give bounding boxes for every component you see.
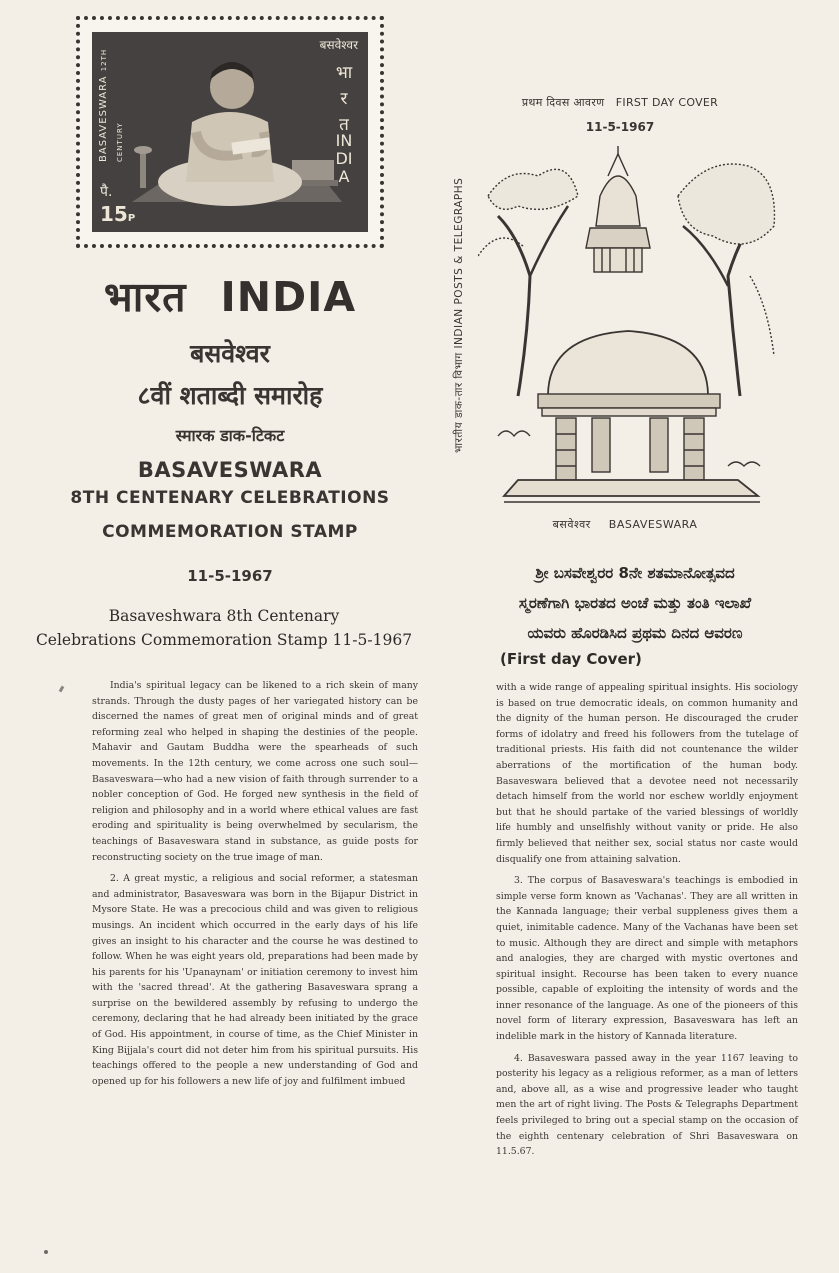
subtitle-line-1: Basaveshwara 8th Centenary: [108, 607, 340, 625]
fdc-caption-hindi: बसवेश्वर: [552, 518, 591, 531]
stamp-bharat-letter: भा: [335, 63, 353, 83]
subtitle: [14, 604, 434, 652]
stamp-pai-label: पै.: [100, 184, 113, 200]
body-paragraph: 2. A great mystic, a religious and social reformer, a statesman and administrator, Basaveswara was born in the Bijapur District in Mysore State. He was a precocious child and was given to religious musings. An incident which occurred in the early days of his life gives an insight to his character and the course he was destined to follow. When he was eight years old, preparations had been made by his parents for his 'Upanaynam' or initiation ceremony to invest him with the 'sacred thread'. At the gathering Basaveswara sprang a surprise on the bewildered assembly by refusing to undergo the ceremony, declaring that he had already been initiated by the grace of God. His appointment, in course of time, as the Chief Minister in King Bijjala's court did not deter him from his spiritual pursuits. His teachings offered to the people a new understanding of God and opened up for his followers a new life of joy and fulfilment imbued: [92, 873, 418, 1087]
fdc-header: [470, 95, 770, 110]
stamp-value-number: 15: [100, 202, 128, 226]
stamp-vertical-century: 12TH CENTURY: [100, 48, 124, 162]
title-stamp-hindi: स्मारक डाक-टिकट: [175, 426, 285, 445]
subtitle-line-2: Celebrations Commemoration Stamp 11-5-1967: [35, 631, 413, 649]
title-issue-date: 11-5-1967: [187, 567, 273, 585]
stamp-vertical-caption: [96, 42, 124, 162]
fdc-caption: [470, 517, 780, 532]
body-right-column: [496, 680, 798, 1166]
kannada-heading: [470, 558, 800, 648]
title-bharat-india: [0, 268, 460, 324]
kannada-line-1: ಶ್ರೀ ಬಸವೇಶ್ವರರ 8ನೇ ಶತಮಾನೋತ್ಸವದ: [535, 564, 735, 582]
stamp-hindi-name: बसवेश्वर: [319, 38, 358, 52]
body-paragraph: 4. Basaveswara passed away in the year 1167 leaving to posterity his legacy as a religious reformer, as a man of letters and, above all, as a wise and progressive leader who taught men the art of right living. The Posts & Telegraphs Department feels privileged to bring out a special stamp on the occasion of the eighth centenary celebration of Shri Basaveswara on 11.5.67.: [496, 1052, 798, 1158]
title-india: INDIA: [220, 273, 357, 321]
kannada-line-3: ಯವರು ಹೊರಡಿಸಿದ ಪ್ರಥಮ ದಿನದ ಆವರಣ: [527, 624, 743, 642]
title-basaveshwar-hindi: बसवेश्वर: [190, 339, 270, 368]
body-paragraph: India's spiritual legacy can be likened to a rich skein of many strands. Through the dusty pages of her variegated history can be discerned the names of great men of original minds and of great reforming zeal who helped in shaping the destinies of the people. Mahavir and Gautam Buddha were the spearheads of such movements. In the 12th century, we come across one such soul—Basaveswara—who had a new vision of faith through surrender to a nobler conception of God. He forged new synthesis in the field of religion and philosophy and in a world where ethical values are fast eroding and spirituality is being overwhelmed by secularism, the teachings of Basaveswara stand in substance, as guide posts for reconstructing society on the true image of man.: [92, 680, 418, 863]
fdc-english-label: (First day Cover): [500, 650, 642, 668]
stamp-value-suffix: P: [127, 213, 136, 224]
title-basaveswara: BASAVESWARA: [137, 458, 323, 482]
stamp-bharat-vertical: [334, 60, 354, 138]
paper-mark: [44, 1250, 48, 1254]
paper-mark: [59, 686, 65, 693]
stamp-denomination: [100, 202, 135, 226]
stamp-vertical-name: BASAVESWARA: [98, 75, 109, 162]
postage-stamp: [76, 16, 384, 248]
stamp-india-vertical: INDIA: [335, 131, 353, 186]
title-bharat: भारत: [103, 273, 187, 321]
stamp-bharat-letter: र: [340, 89, 348, 109]
fdc-header-english: FIRST DAY COVER: [615, 96, 719, 109]
stamp-image: [92, 32, 368, 232]
fdc-header-hindi: प्रथम दिवस आवरण: [521, 96, 605, 109]
fdc-date: 11-5-1967: [585, 120, 655, 134]
title-centenary-english: 8TH CENTENARY CELEBRATIONS: [70, 488, 390, 508]
fdc-illustration: [478, 136, 778, 508]
body-paragraph: 3. The corpus of Basaveswara's teachings is embodied in simple verse form known as 'Vachanas'. They are all written in the Kannada language; their verbal suppleness gives them a quiet, inimitable cadence. Many of the Vachanas have been set to music. Although they are direct and simple with metaphors and analogies, they are charged with mystic overtones and spiritual insight. Recourse has been taken to every nuance possible, capable of exploiting the intensity of words and the inner resonance of the language. As one of the pioneers of this novel form of literary expression, Basaveswara has left an indelible mark in the history of Kannada literature.: [496, 875, 798, 1043]
kannada-line-2: ಸ್ಮರಣೆಗಾಗಿ ಭಾರತದ ಅಂಚೆ ಮತ್ತು ತಂತಿ ಇಲಾಖೆ: [518, 594, 752, 612]
fdc-vertical-text: भारतीय डाक-तार विभाग INDIAN POSTS & TELEGRAPHS: [453, 177, 465, 453]
body-left-column: [92, 678, 418, 1095]
title-centenary-hindi: ८वीं शताब्दी समारोह: [137, 381, 323, 410]
body-paragraph: with a wide range of appealing spiritual insights. His sociology is based on true democratic ideals, on common humanity and the dignity of the human person. He discouraged the cruder forms of idolatry and freed his followers from the tutelage of traditional priests. His faith did not countenance the wilder aberrations of the mortification of the human body. Basaveswara believed that a devotee need not necessarily detach himself from the world nor eschew worldly enjoyment but that he should partake of the varied blessings of worldly life humbly and unselfishly without vanity or pride. He also firmly believed that neither sex, social status nor caste would disqualify one from attaining salvation.: [496, 682, 798, 865]
fdc-caption-english: BASAVESWARA: [608, 518, 698, 531]
stamp-bharat-letter: त: [339, 115, 349, 135]
title-commemoration-stamp: COMMEMORATION STAMP: [102, 522, 358, 542]
